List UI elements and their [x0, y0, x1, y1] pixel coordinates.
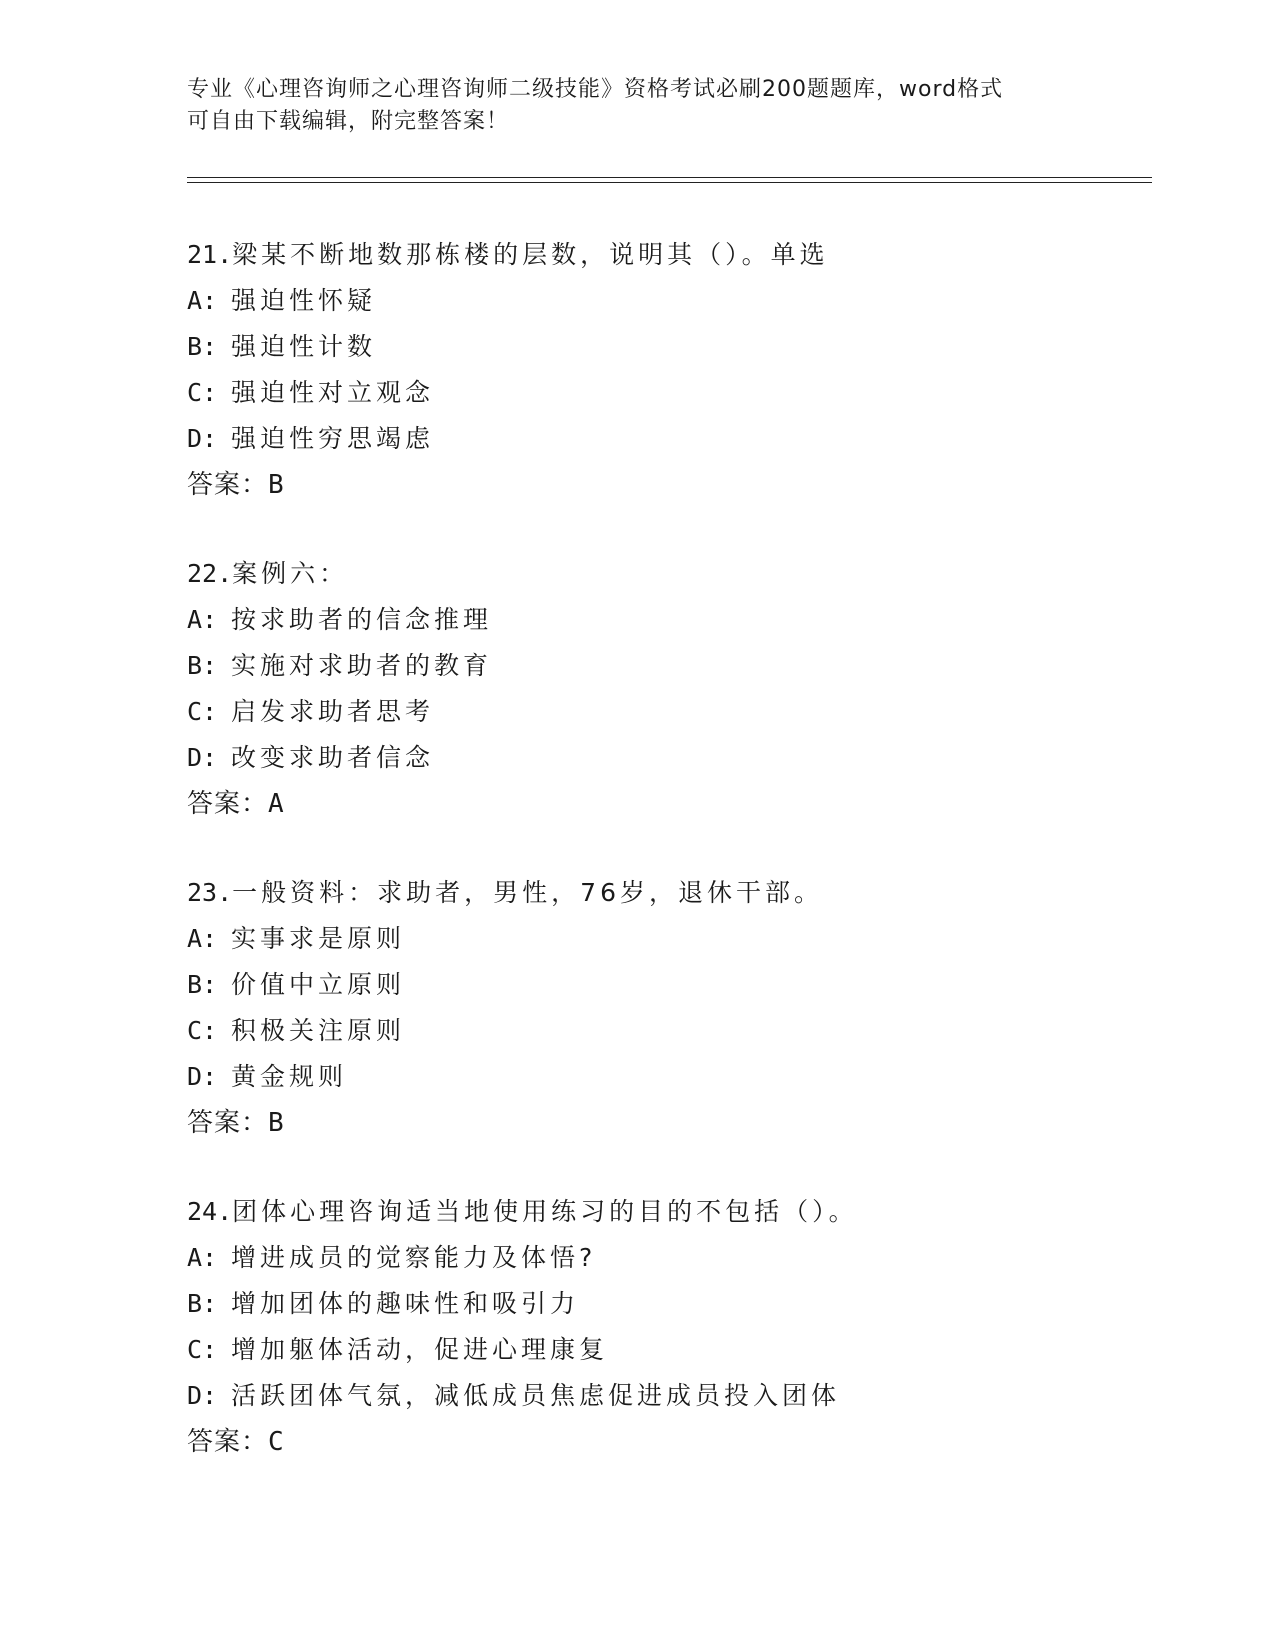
option-text: 强迫性计数	[231, 332, 377, 361]
option-text: 强迫性怀疑	[231, 286, 377, 315]
question-22	[187, 551, 1147, 827]
option-text: 强迫性对立观念	[231, 378, 435, 407]
option-a	[187, 597, 1147, 643]
question-text: 梁某不断地数那栋楼的层数，说明其（）。单选	[232, 240, 829, 269]
option-b	[187, 1281, 1147, 1327]
option-a	[187, 1235, 1147, 1281]
option-a	[187, 278, 1147, 324]
option-label: C:	[187, 378, 218, 407]
option-c	[187, 1327, 1147, 1373]
question-text: 案例六：	[232, 559, 349, 588]
answer-value: B	[268, 470, 285, 500]
question-number: 22.	[187, 559, 233, 588]
option-b	[187, 324, 1147, 370]
option-label: D:	[187, 424, 218, 453]
option-label: C:	[187, 1016, 218, 1045]
question-23	[187, 870, 1147, 1146]
answer-label: 答案：	[187, 1108, 269, 1138]
option-label: C:	[187, 1335, 218, 1364]
answer-line	[187, 1419, 1147, 1465]
option-label: D:	[187, 1062, 218, 1091]
option-d	[187, 735, 1147, 781]
question-stem	[187, 1189, 1147, 1235]
option-label: A:	[187, 286, 218, 315]
option-d	[187, 1054, 1147, 1100]
option-text: 实施对求助者的教育	[231, 651, 493, 680]
option-text: 实事求是原则	[231, 924, 406, 953]
option-c	[187, 689, 1147, 735]
header-divider-top	[187, 177, 1152, 178]
option-text: 增加躯体活动，促进心理康复	[231, 1335, 609, 1364]
option-b	[187, 962, 1147, 1008]
option-text: 按求助者的信念推理	[231, 605, 493, 634]
option-label: D:	[187, 1381, 218, 1410]
option-text: 活跃团体气氛，减低成员焦虑促进成员投入团体	[231, 1381, 841, 1410]
option-text: 强迫性穷思竭虑	[231, 424, 435, 453]
option-c	[187, 1008, 1147, 1054]
option-a	[187, 916, 1147, 962]
option-label: B:	[187, 1289, 218, 1318]
question-number: 23.	[187, 878, 233, 907]
answer-label: 答案：	[187, 470, 269, 500]
answer-label: 答案：	[187, 789, 269, 819]
option-text: 增进成员的觉察能力及体悟?	[231, 1243, 597, 1272]
question-24	[187, 1189, 1147, 1465]
question-number: 21.	[187, 240, 233, 269]
option-label: A:	[187, 605, 218, 634]
option-label: B:	[187, 332, 218, 361]
option-text: 黄金规则	[231, 1062, 348, 1091]
answer-value: B	[268, 1108, 285, 1138]
option-b	[187, 643, 1147, 689]
option-d	[187, 1373, 1147, 1419]
answer-line	[187, 462, 1147, 508]
question-text: 团体心理咨询适当地使用练习的目的不包括（）。	[232, 1197, 858, 1226]
question-text: 一般资料：求助者，男性，76岁，退休干部。	[232, 878, 823, 907]
option-text: 积极关注原则	[231, 1016, 406, 1045]
answer-label: 答案：	[187, 1427, 269, 1457]
answer-line	[187, 781, 1147, 827]
header-line-1: 专业《心理咨询师之心理咨询师二级技能》资格考试必刷200题题库，word格式	[187, 77, 1004, 102]
answer-line	[187, 1100, 1147, 1146]
option-text: 价值中立原则	[231, 970, 406, 999]
question-21	[187, 232, 1147, 508]
document-header	[187, 74, 1067, 138]
header-divider-bottom	[187, 182, 1152, 183]
option-d	[187, 416, 1147, 462]
answer-value: C	[268, 1427, 285, 1457]
option-label: A:	[187, 924, 218, 953]
option-label: C:	[187, 697, 218, 726]
answer-value: A	[268, 789, 285, 819]
question-stem	[187, 870, 1147, 916]
question-stem	[187, 232, 1147, 278]
option-text: 启发求助者思考	[231, 697, 435, 726]
header-line-2: 可自由下载编辑，附完整答案！	[187, 109, 510, 134]
question-stem	[187, 551, 1147, 597]
option-label: A:	[187, 1243, 218, 1272]
option-label: B:	[187, 651, 218, 680]
option-label: D:	[187, 743, 218, 772]
question-number: 24.	[187, 1197, 233, 1226]
option-label: B:	[187, 970, 218, 999]
option-c	[187, 370, 1147, 416]
option-text: 改变求助者信念	[231, 743, 435, 772]
option-text: 增加团体的趣味性和吸引力	[231, 1289, 580, 1318]
